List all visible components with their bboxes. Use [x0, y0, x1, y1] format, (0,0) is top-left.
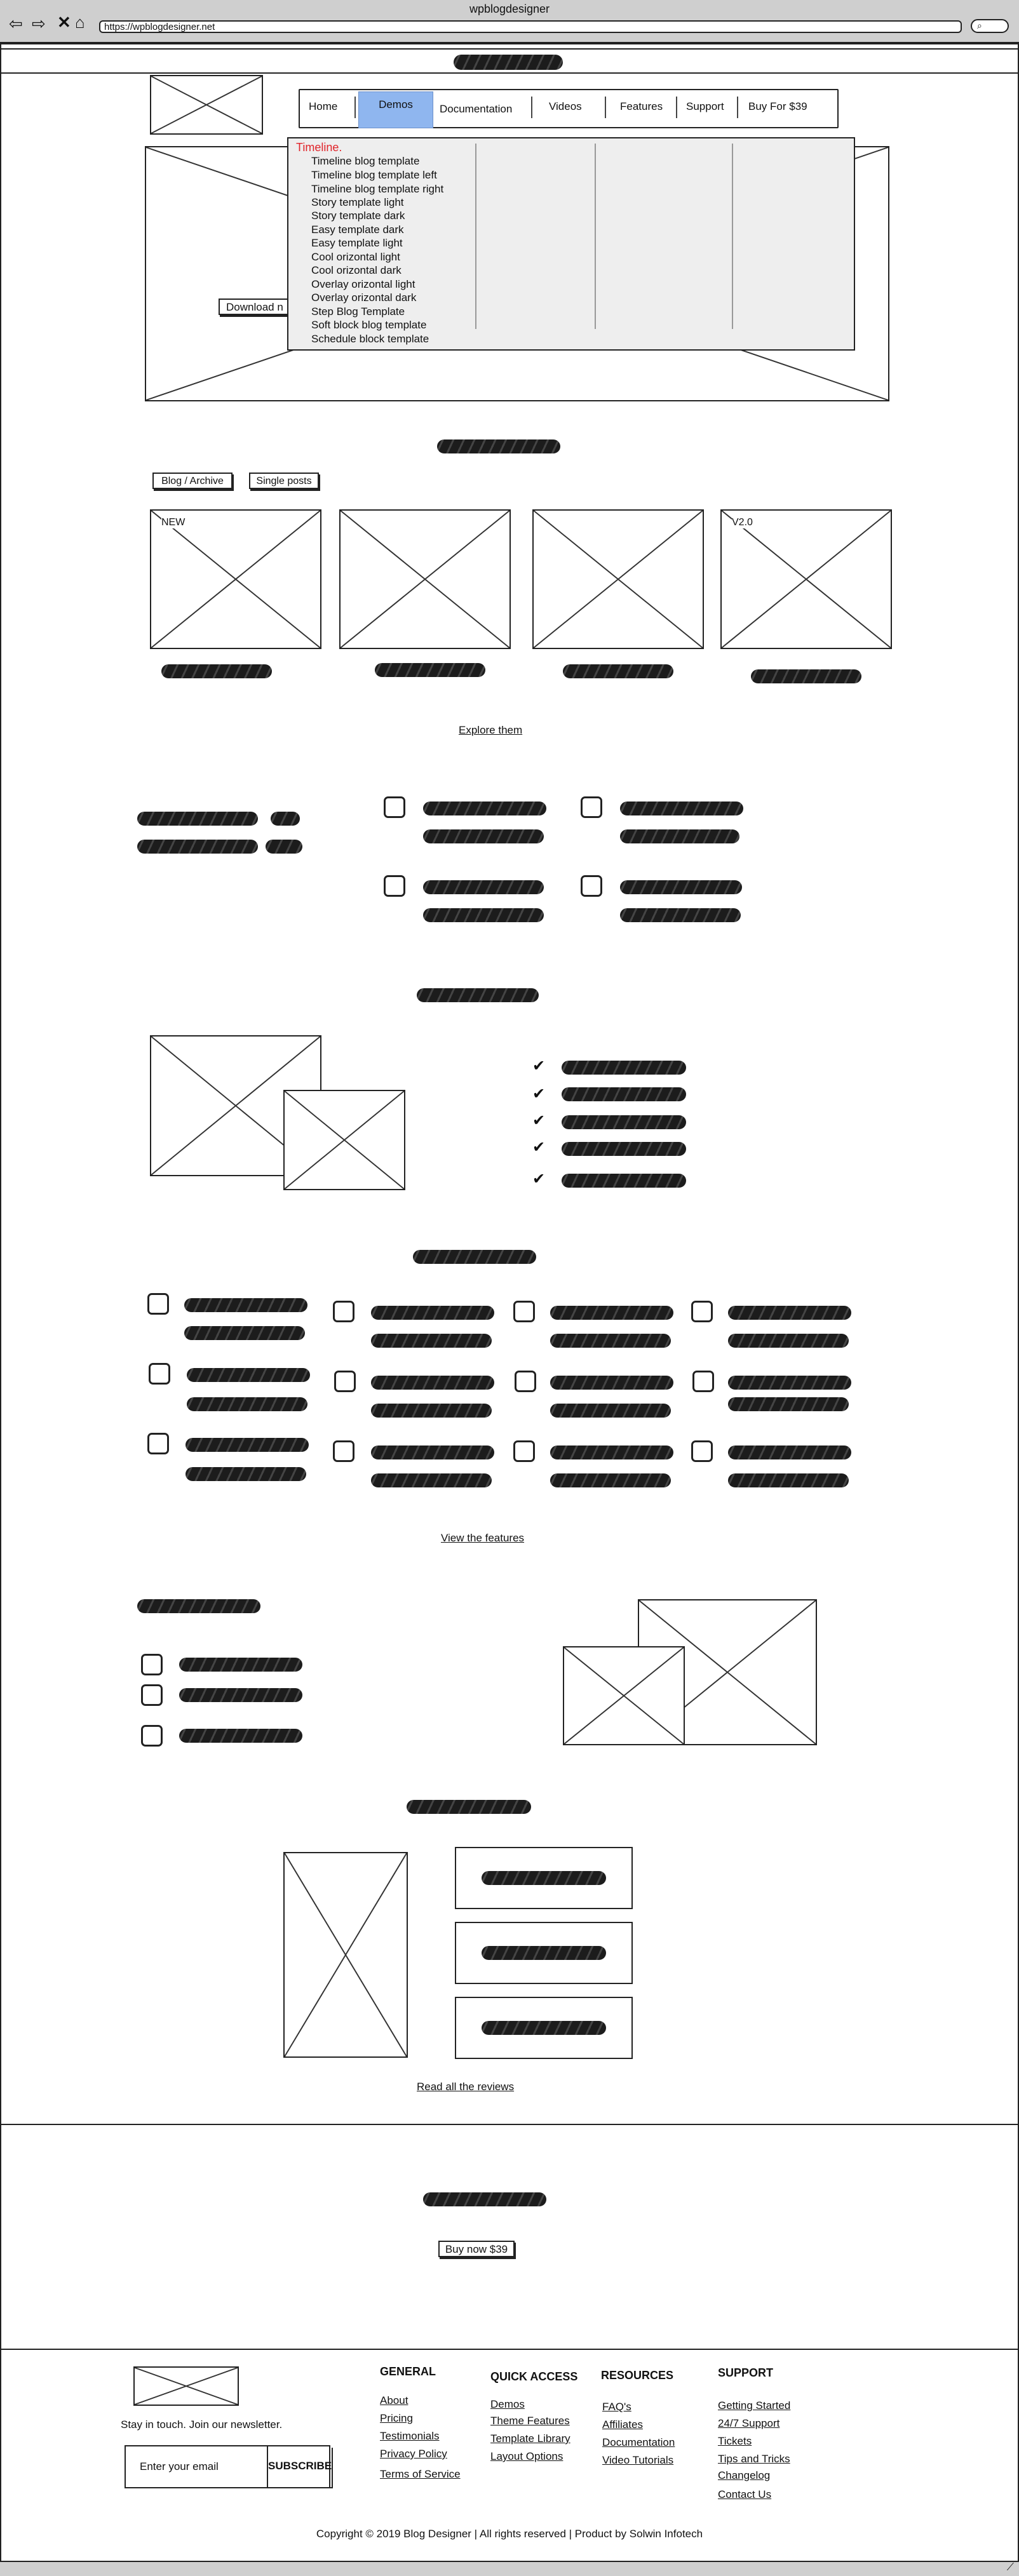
feature-checkbox[interactable] [333, 1301, 354, 1322]
dropdown-item[interactable]: Cool orizontal light [311, 251, 400, 263]
feature-checkbox[interactable] [513, 1440, 535, 1462]
feature-text-scribble [371, 1473, 492, 1487]
feature-text-scribble [550, 1446, 673, 1459]
footer-heading-support: SUPPORT [718, 2366, 774, 2379]
dropdown-divider [595, 144, 596, 329]
feature-checkbox[interactable] [147, 1293, 169, 1315]
feature-text-scribble [371, 1334, 492, 1348]
intro-text-scribble [266, 840, 302, 854]
footer-link-template-library[interactable]: Template Library [490, 2432, 570, 2445]
section-heading-scribble [137, 1599, 260, 1613]
option-text-scribble [179, 1688, 302, 1702]
image-placeholder-small [563, 1646, 685, 1745]
feature-checkbox[interactable] [149, 1363, 170, 1385]
browser-chrome [0, 0, 1019, 43]
stop-icon[interactable]: ✕ [57, 13, 71, 32]
footer-link-demos[interactable]: Demos [490, 2398, 525, 2410]
dropdown-item[interactable]: Cool orizontal dark [311, 264, 402, 276]
nav-features[interactable]: Features [620, 100, 663, 112]
dropdown-divider [732, 144, 733, 329]
tab-blog-archive[interactable]: Blog / Archive [152, 473, 233, 489]
footer-link-contact[interactable]: Contact Us [718, 2488, 772, 2500]
reviews-heading-scribble [407, 1800, 531, 1814]
dropdown-item[interactable]: Timeline blog template right [311, 183, 444, 195]
footer-heading-general: GENERAL [380, 2365, 436, 2378]
template-caption-scribble [375, 663, 485, 677]
feature-checkbox[interactable] [333, 1440, 354, 1462]
footer-link-documentation[interactable]: Documentation [602, 2436, 675, 2448]
dropdown-item[interactable]: Soft block blog template [311, 319, 427, 331]
status-bar [0, 2561, 1019, 2576]
newsletter-text: Stay in touch. Join our newsletter. [121, 2418, 283, 2431]
feature-text-scribble [728, 1376, 851, 1390]
feature-text-scribble [186, 1438, 309, 1452]
option-checkbox[interactable] [141, 1684, 163, 1706]
option-text-scribble [179, 1729, 302, 1743]
feature-text-scribble [728, 1306, 851, 1320]
dropdown-item[interactable]: Easy template dark [311, 224, 404, 236]
home-icon[interactable]: ⌂ [75, 13, 85, 32]
dropdown-item[interactable]: Overlay orizontal dark [311, 292, 417, 304]
dropdown-item[interactable]: Step Blog Template [311, 305, 405, 318]
nav-support[interactable]: Support [686, 100, 724, 112]
footer-link-pricing[interactable]: Pricing [380, 2412, 413, 2424]
feature-checkbox[interactable] [384, 875, 405, 897]
feature-text-scribble [550, 1473, 671, 1487]
intro-text-scribble [271, 812, 300, 826]
cta-section [0, 2124, 1019, 2350]
dropdown-heading: Timeline. [296, 141, 342, 154]
feature-text-scribble [186, 1467, 306, 1481]
footer-logo-placeholder[interactable] [133, 2366, 239, 2406]
dropdown-item[interactable]: Overlay orizontal light [311, 278, 415, 290]
buy-now-button[interactable]: Buy now $39 [438, 2241, 515, 2257]
check-icon: ✔ [532, 1112, 546, 1129]
back-icon[interactable]: ⇦ [9, 14, 23, 33]
footer-link-getting-started[interactable]: Getting Started [718, 2399, 791, 2412]
review-image-placeholder [283, 1852, 408, 2058]
nav-divider [676, 97, 677, 118]
feature-text-scribble [371, 1446, 494, 1459]
check-icon: ✔ [532, 1171, 546, 1188]
new-badge: NEW [161, 517, 186, 528]
template-thumb[interactable] [720, 509, 892, 649]
footer-link-testimonials[interactable]: Testimonials [380, 2430, 440, 2442]
feature-text-scribble [371, 1404, 492, 1418]
view-features-link[interactable]: View the features [441, 1532, 525, 1544]
dropdown-item[interactable]: Schedule block template [311, 333, 429, 345]
feature-checkbox[interactable] [384, 796, 405, 818]
email-input[interactable]: Enter your email [140, 2460, 219, 2472]
check-icon: ✔ [532, 1139, 546, 1156]
feature-checkbox[interactable] [691, 1301, 713, 1322]
feature-text-scribble [423, 880, 544, 894]
feature-text-scribble [423, 908, 544, 922]
feature-text-scribble [423, 802, 546, 815]
review-text-scribble [482, 2021, 606, 2035]
benefit-text-scribble [562, 1115, 686, 1129]
feature-text-scribble [184, 1298, 307, 1312]
newsletter-form [125, 2445, 330, 2488]
review-text-scribble [482, 1946, 606, 1960]
nav-divider [737, 97, 738, 118]
footer-link-about[interactable]: About [380, 2394, 408, 2406]
feature-text-scribble [187, 1368, 310, 1382]
tab-single-posts[interactable]: Single posts [249, 473, 319, 489]
footer-link-tips[interactable]: Tips and Tricks [718, 2453, 790, 2465]
subscribe-button[interactable] [267, 2446, 332, 2487]
feature-checkbox[interactable] [581, 796, 602, 818]
read-reviews-link[interactable]: Read all the reviews [417, 2081, 515, 2093]
footer-link-changelog[interactable]: Changelog [718, 2469, 771, 2481]
feature-text-scribble [728, 1397, 849, 1411]
dropdown-item[interactable]: Timeline blog template left [311, 169, 437, 181]
footer-link-tickets[interactable]: Tickets [718, 2435, 752, 2447]
feature-checkbox[interactable] [515, 1371, 536, 1392]
url-bar[interactable] [99, 20, 962, 33]
nav-buy[interactable]: Buy For $39 [748, 100, 807, 112]
header-scribble [454, 55, 563, 70]
intro-text-scribble [137, 812, 258, 826]
template-thumb[interactable] [150, 509, 321, 649]
feature-text-scribble [550, 1306, 673, 1320]
dropdown-item[interactable]: Story template light [311, 196, 404, 208]
feature-text-scribble [550, 1404, 671, 1418]
intro-text-scribble [137, 840, 258, 854]
nav-divider [531, 97, 532, 118]
window-title: wpblogdesigner [469, 3, 550, 15]
option-checkbox[interactable] [141, 1725, 163, 1747]
footer-link-support-247[interactable]: 24/7 Support [718, 2417, 780, 2429]
check-icon: ✔ [532, 1057, 546, 1075]
feature-text-scribble [728, 1473, 849, 1487]
feature-text-scribble [728, 1446, 851, 1459]
option-text-scribble [179, 1658, 302, 1672]
footer-link-privacy[interactable]: Privacy Policy [380, 2448, 447, 2460]
feature-checkbox[interactable] [691, 1440, 713, 1462]
cta-heading-scribble [423, 2192, 546, 2206]
version-badge: V2.0 [732, 517, 753, 528]
feature-text-scribble [620, 829, 739, 843]
feature-text-scribble [187, 1397, 307, 1411]
feature-text-scribble [423, 829, 544, 843]
review-text-scribble [482, 1871, 606, 1885]
resize-icon[interactable]: ⟋ [1006, 2562, 1014, 2573]
url-text: https://wpblogdesigner.net [104, 22, 215, 32]
nav-videos[interactable]: Videos [549, 100, 582, 112]
footer-heading-resources: RESOURCES [601, 2369, 674, 2382]
logo-placeholder[interactable] [150, 75, 263, 135]
dropdown-item[interactable]: Easy template light [311, 237, 403, 249]
search-box[interactable] [971, 19, 1009, 33]
nav-documentation[interactable]: Documentation [440, 103, 513, 115]
option-checkbox[interactable] [141, 1654, 163, 1675]
footer-link-terms[interactable]: Terms of Service [380, 2468, 461, 2480]
explore-link[interactable]: Explore them [459, 724, 523, 736]
template-thumb[interactable] [339, 509, 511, 649]
feature-text-scribble [620, 802, 743, 815]
feature-checkbox[interactable] [581, 875, 602, 897]
features-heading-scribble [413, 1250, 536, 1264]
template-caption-scribble [563, 664, 673, 678]
feature-checkbox[interactable] [334, 1371, 356, 1392]
feature-checkbox[interactable] [513, 1301, 535, 1322]
templates-heading-scribble [437, 439, 560, 453]
footer-link-layout-options[interactable]: Layout Options [490, 2450, 563, 2462]
template-caption-scribble [751, 669, 861, 683]
forward-icon[interactable]: ⇨ [32, 14, 46, 33]
feature-text-scribble [184, 1326, 305, 1340]
section-heading-scribble [417, 988, 539, 1002]
benefit-text-scribble [562, 1142, 686, 1156]
feature-text-scribble [371, 1306, 494, 1320]
nav-divider [354, 97, 356, 118]
demos-dropdown [287, 137, 855, 351]
benefit-text-scribble [562, 1087, 686, 1101]
feature-text-scribble [550, 1334, 671, 1348]
benefit-text-scribble [562, 1174, 686, 1188]
feature-checkbox[interactable] [147, 1433, 169, 1454]
check-icon: ✔ [532, 1085, 546, 1103]
feature-text-scribble [550, 1376, 673, 1390]
dropdown-item[interactable]: Story template dark [311, 210, 405, 222]
template-caption-scribble [161, 664, 272, 678]
footer-link-affiliates[interactable]: Affiliates [602, 2418, 643, 2431]
dropdown-item[interactable]: Timeline blog template [311, 155, 420, 167]
subscribe-label: SUBSCRIBE [268, 2460, 332, 2472]
download-button[interactable]: Download n [219, 299, 295, 315]
footer-heading-quick-access: QUICK ACCESS [490, 2370, 578, 2383]
nav-home[interactable]: Home [309, 100, 338, 112]
feature-checkbox[interactable] [692, 1371, 714, 1392]
feature-text-scribble [728, 1334, 849, 1348]
dropdown-divider [475, 144, 476, 329]
feature-text-scribble [371, 1376, 494, 1390]
footer-link-faqs[interactable]: FAQ's [602, 2401, 631, 2413]
feature-text-scribble [620, 908, 741, 922]
search-icon: ⌕ [977, 20, 982, 30]
image-placeholder-small [283, 1090, 405, 1190]
copyright: Copyright © 2019 Blog Designer | All rights reserved | Product by Solwin Infotech [316, 2528, 703, 2540]
footer-link-video-tutorials[interactable]: Video Tutorials [602, 2454, 674, 2466]
template-thumb[interactable] [532, 509, 704, 649]
nav-demos-label: Demos [379, 98, 413, 111]
feature-text-scribble [620, 880, 742, 894]
nav-divider [605, 97, 606, 118]
footer-link-theme-features[interactable]: Theme Features [490, 2415, 570, 2427]
nav-demos[interactable] [358, 91, 433, 128]
main-nav [299, 89, 839, 128]
benefit-text-scribble [562, 1061, 686, 1075]
